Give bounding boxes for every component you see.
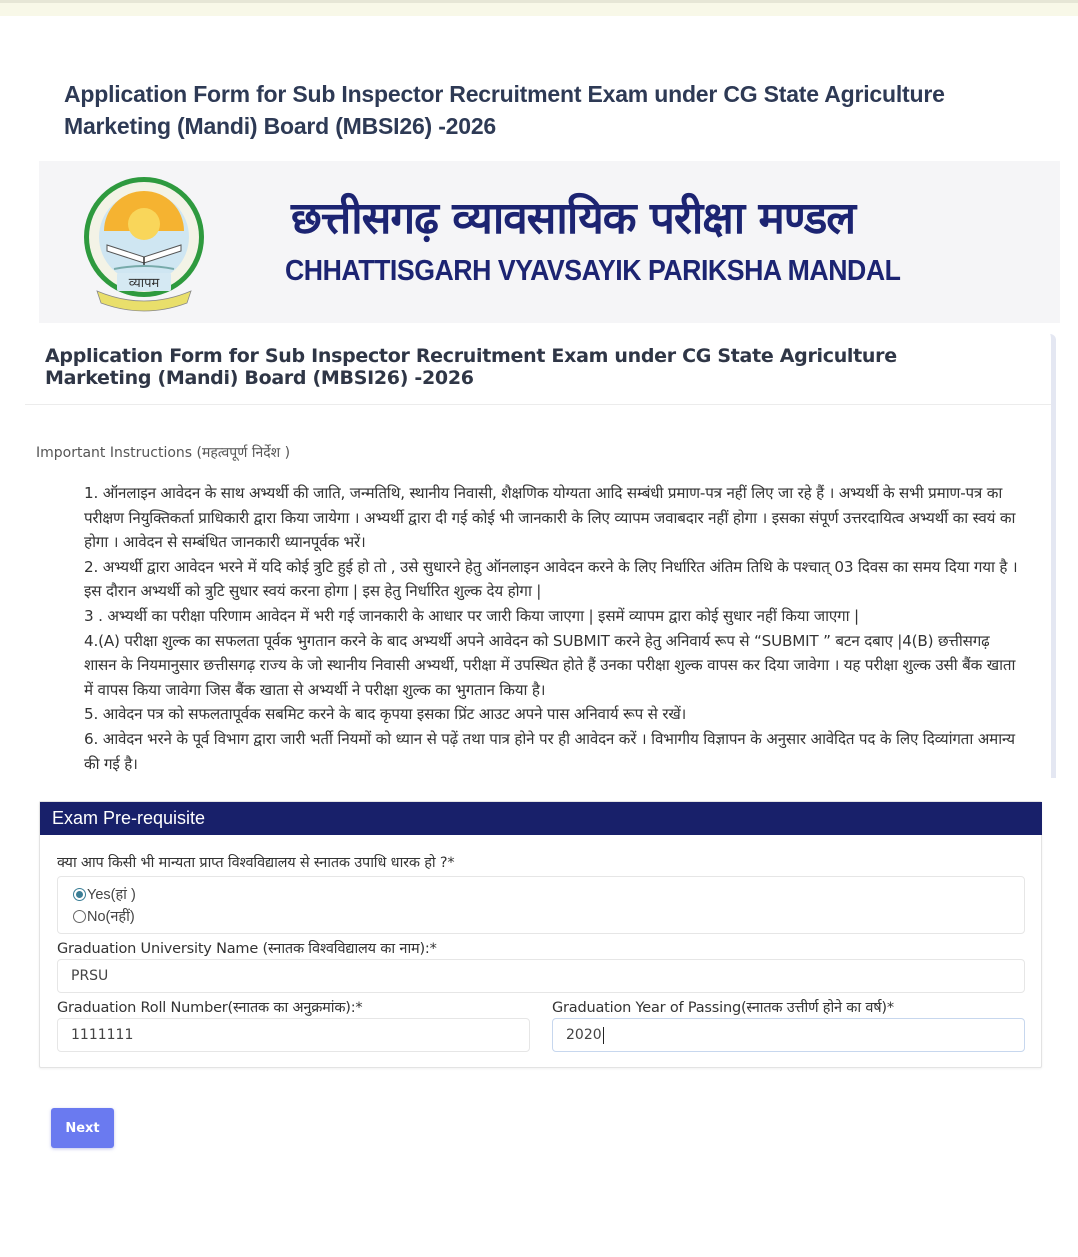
vyapam-logo-icon [79,169,209,317]
roll-number-input[interactable]: 1111111 [57,1018,530,1052]
next-button[interactable]: Next [51,1108,114,1148]
university-name-input[interactable]: PRSU [57,959,1025,993]
instruction-item: 3 . अभ्यर्थी का परीक्षा परिणाम आवेदन में भरी गई जानकारी के आधार पर जारी किया जाएगा | इसमें व्यापम द्वारा कोई सुधार नहीं किया जाएगा | [84,606,859,625]
vyapam-banner [39,161,1060,323]
prerequisite-header: Exam Pre-requisite [40,802,1042,835]
page-title: Application Form for Sub Inspector Recruitment Exam under CG State Agriculture Marketing (Mandi) Board (MBSI26) -2026 [64,81,945,139]
exam-prerequisite-panel [39,801,1042,1068]
card-title: Application Form for Sub Inspector Recruitment Exam under CG State Agriculture Marketing (Mandi) Board (MBSI26) -2026 [45,345,897,389]
year-of-passing-value: 2020 [566,1027,602,1043]
radio-unchecked-icon[interactable] [73,910,86,923]
instructions-heading: Important Instructions (महत्वपूर्ण निर्देश ) [36,445,291,461]
graduate-question-label: क्या आप किसी भी मान्यता प्राप्त विश्वविद्यालय से स्नातक उपाधि धारक हो ?* [57,855,455,871]
instruction-item: 4.(A) परीक्षा शुल्क का सफलता पूर्वक भुगतान करने के बाद अभ्यर्थी अपने आवेदन को SUBMIT करने हेतु अनिवार्य रूप से “SUBMIT ” बटन दबाए |4(B) छत्तीसगढ़ शासन के नियमानुसार छत्तीसगढ़ राज्य के जो स्थानीय निवासी अभ्यर्थी, परीक्षा में उपस्थित होते हैं उनका परीक्षा शुल्क वापस कर दिया जावेगा । यह परीक्षा शुल्क उसी बैंक खाता में वापस किया जावेगा जिस बैंक खाता से अभ्यर्थी ने परीक्षा शुल्क का भुगतान किया है। [84,631,1016,699]
banner-english-title: CHHATTISGARH VYAVSAYIK PARIKSHA MANDAL [285,255,901,287]
svg-text:व्यापम: व्यापम [128,276,160,291]
instruction-item: 2. अभ्यर्थी द्वारा आवेदन भरने में यदि कोई त्रुटि हुई हो तो , उसे सुधारने हेतु ऑनलाइन आवेदन करने के लिए निर्धारित अंतिम तिथि के पश्चात् 03 दिवस का समय दिया गया है । इस दौरान अभ्यर्थी को त्रुटि सुधार स्वयं करना होगा | इस हेतु निर्धारित शुल्क देय होगा | [84,557,1018,601]
divider [25,404,1051,405]
banner-hindi-title: छत्तीसगढ़ व्यावसायिक परीक्षा मण्डल [291,193,856,244]
university-name-label: Graduation University Name (स्नातक विश्वविद्यालय का नाम):* [57,941,437,957]
radio-yes-label: Yes(हां ) [87,887,136,903]
year-of-passing-input[interactable] [552,1018,1025,1052]
radio-no[interactable] [73,906,135,926]
roll-number-label: Graduation Roll Number(स्नातक का अनुक्रमांक):* [57,1000,363,1016]
radio-no-label: No(नहीं) [87,909,135,925]
browser-top-strip [0,0,1078,16]
application-card [25,334,1056,778]
radio-checked-icon[interactable] [73,888,86,901]
graduate-radio-group [57,876,1025,934]
text-caret [603,1027,604,1044]
year-of-passing-label: Graduation Year of Passing(स्नातक उत्तीर्ण होने का वर्ष)* [552,1000,894,1016]
radio-yes[interactable] [73,884,136,904]
instruction-item: 5. आवेदन पत्र को सफलतापूर्वक सबमिट करने के बाद कृपया इसका प्रिंट आउट अपने पास अनिवार्य रूप से रखें। [84,705,687,724]
instructions-list [84,481,1019,776]
instruction-item: 6. आवेदन भरने के पूर्व विभाग द्वारा जारी भर्ती नियमों को ध्यान से पढ़ें तथा पात्र होने पर ही आवेदन करें । विभागीय विज्ञापन के अनुसार आवेदित पद के लिए दिव्यांगता अमान्य की गई है। [84,729,1015,773]
instruction-item: 1. ऑनलाइन आवेदन के साथ अभ्यर्थी की जाति, जन्मतिथि, स्थानीय निवासी, शैक्षणिक योग्यता आदि सम्बंधी प्रमाण-पत्र नहीं लिए जा रहे हैं । अभ्यर्थी के सभी प्रमाण-पत्र का परीक्षण नियुक्तिकर्ता प्राधिकारी द्वारा किया जायेगा । अभ्यर्थी द्वारा दी गई कोई भी जानकारी के लिए व्यापम जवाबदार नहीं होगा । इसका संपूर्ण उत्तरदायित्व अभ्यर्थी का स्वयं का होगा । आवेदन से सम्बंधित जानकारी ध्यानपूर्वक भरें। [84,484,1016,552]
